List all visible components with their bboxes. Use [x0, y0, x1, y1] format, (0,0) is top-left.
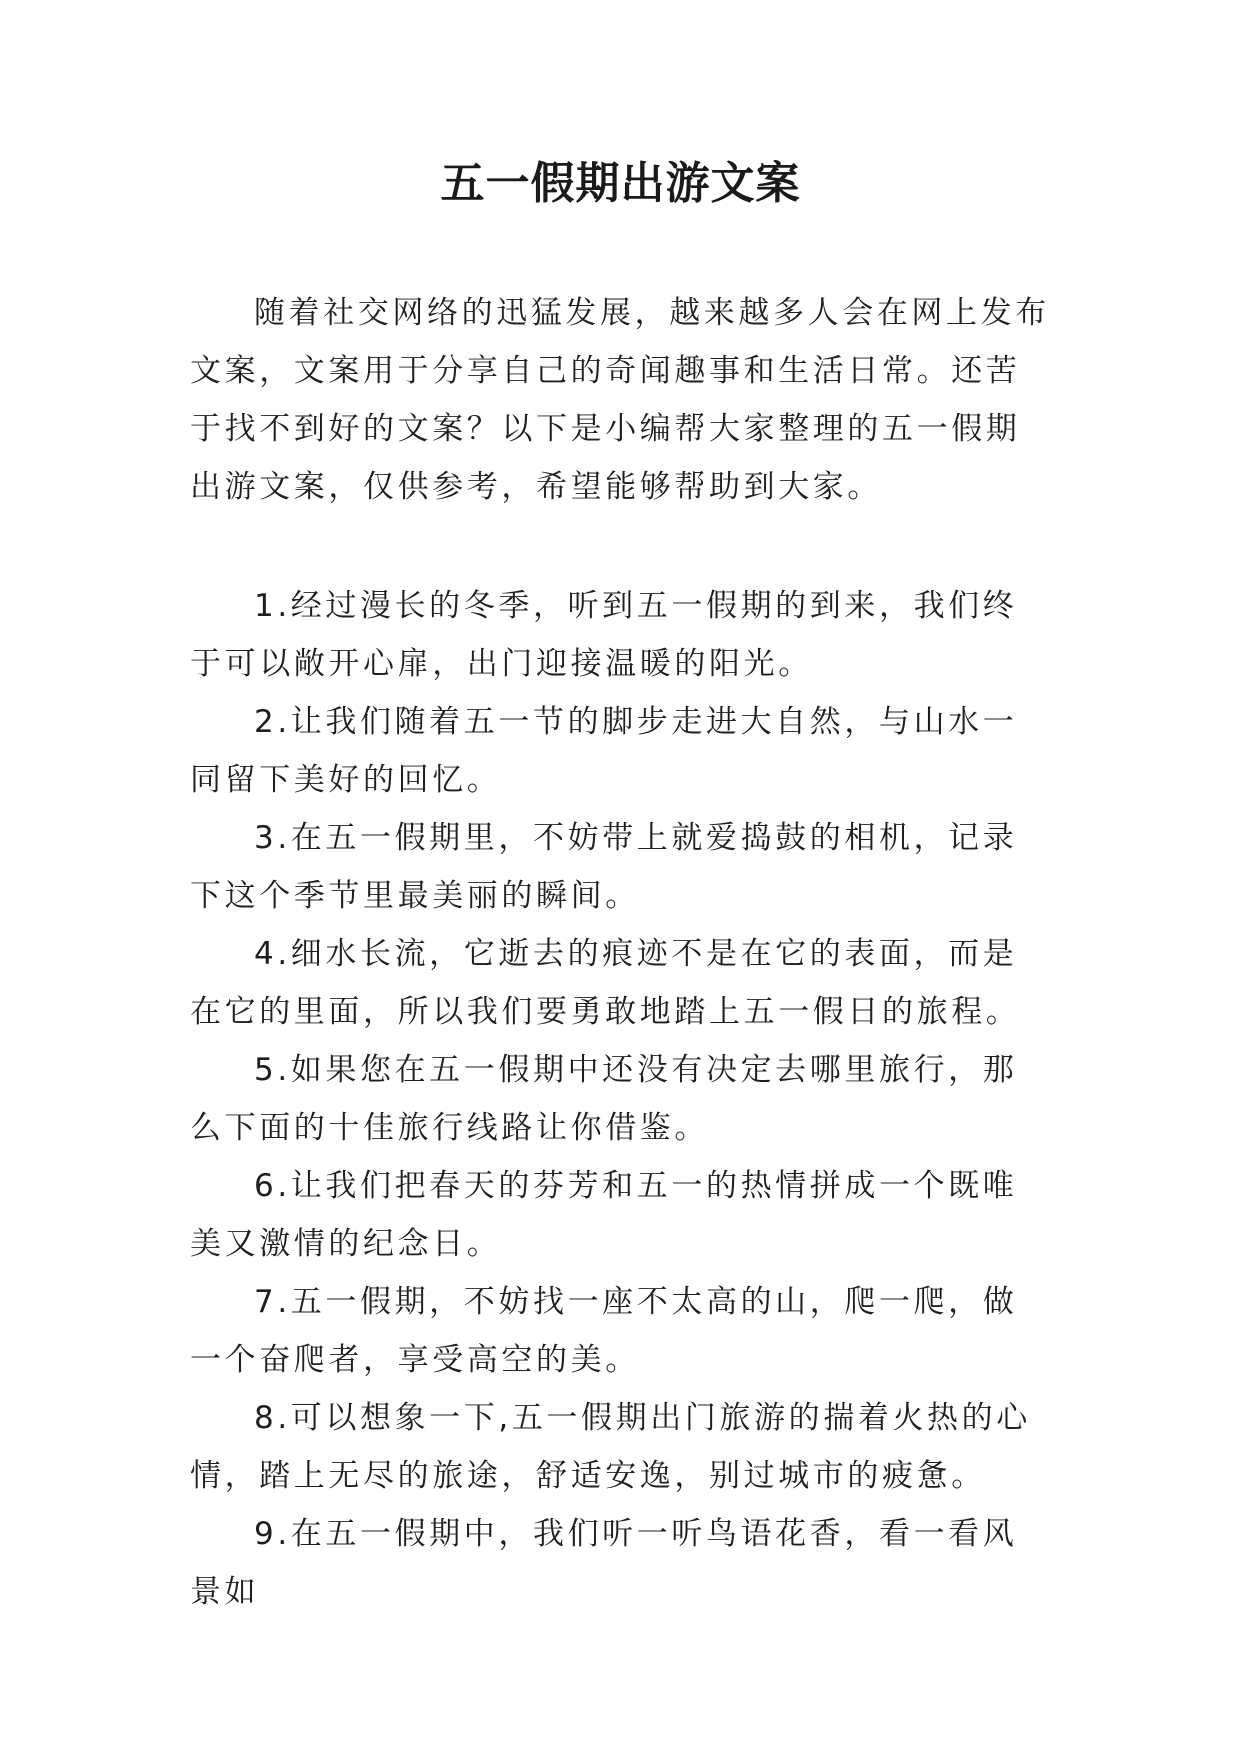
list-item: 2.让我们随着五一节的脚步走进大自然，与山水一同留下美好的回忆。	[190, 704, 1018, 798]
intro-section	[190, 284, 1050, 516]
document-title: 五一假期出游文案	[440, 158, 801, 209]
copy-list	[190, 577, 1050, 1621]
list-item: 8.可以想象一下,五一假期出门旅游的揣着火热的心情，踏上无尽的旅途，舒适安逸，别过城市的疲惫。	[190, 1400, 1031, 1494]
list-item: 6.让我们把春天的芬芳和五一的热情拼成一个既唯美又激情的纪念日。	[190, 1168, 1018, 1262]
list-item: 4.细水长流，它逝去的痕迹不是在它的表面，而是在它的里面，所以我们要勇敢地踏上五一假日的旅程。	[190, 936, 1021, 1030]
list-item: 7.五一假期，不妨找一座不太高的山，爬一爬，做一个奋爬者，享受高空的美。	[190, 1284, 1018, 1378]
intro-paragraph: 随着社交网络的迅猛发展，越来越多人会在网上发布文案，文案用于分享自己的奇闻趣事和生活日常。还苦于找不到好的文案？以下是小编帮大家整理的五一假期出游文案，仅供参考，希望能够帮助到大家。	[190, 295, 1050, 505]
list-item: 9.在五一假期中，我们听一听鸟语花香，看一看风景如	[190, 1516, 1018, 1610]
list-item: 5.如果您在五一假期中还没有决定去哪里旅行，那么下面的十佳旅行线路让你借鉴。	[190, 1052, 1018, 1146]
list-item: 3.在五一假期里，不妨带上就爱捣鼓的相机，记录下这个季节里最美丽的瞬间。	[190, 820, 1018, 914]
list-item: 1.经过漫长的冬季，听到五一假期的到来，我们终于可以敞开心扉，出门迎接温暖的阳光。	[190, 588, 1018, 682]
